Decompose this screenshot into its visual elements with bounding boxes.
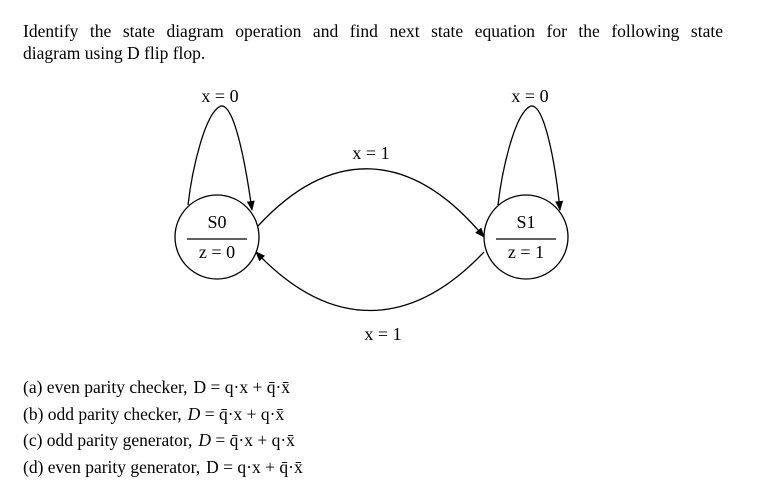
question-line-2: diagram using D flip flop. — [23, 43, 206, 63]
state-s0 — [175, 195, 259, 279]
option-c-equation: D = q̄·x + q·x̄ — [198, 430, 295, 450]
option-c-label: (c) odd parity generator, — [23, 430, 193, 450]
transition-s1-s0-label: x = 1 — [364, 324, 402, 344]
state-s1-circle — [484, 195, 568, 279]
self-loop-s1 — [498, 106, 560, 210]
option-d-equation: D = q·x + q̄·x̄ — [206, 456, 303, 477]
self-loop-s0 — [188, 106, 252, 210]
option-b-label: (b) odd parity checker, — [23, 403, 182, 424]
option-b[interactable] — [23, 401, 303, 428]
transition-s0-s1-label: x = 1 — [352, 143, 390, 163]
self-loop-s0-label: x = 0 — [201, 86, 239, 106]
option-a-label: (a) even parity checker, — [23, 377, 188, 397]
option-d-label: (d) even parity generator, — [23, 456, 201, 477]
state-s0-circle — [175, 195, 259, 279]
option-c[interactable] — [23, 427, 303, 454]
question-line-1: Identify the state diagram operation and find next state equation for the following state — [23, 21, 723, 41]
state-s0-output: z = 0 — [198, 242, 236, 262]
state-s0-name: S0 — [207, 212, 227, 232]
option-a-equation: D = q·x + q̄·x̄ — [193, 377, 291, 397]
transition-s1-s0 — [256, 252, 484, 311]
transition-s0-s1 — [258, 169, 484, 237]
option-b-equation: D = q̄·x + q·x̄ — [187, 403, 285, 424]
option-a[interactable] — [23, 374, 303, 401]
self-loop-s1-label: x = 0 — [511, 86, 549, 106]
state-s1-output: z = 1 — [507, 242, 545, 262]
option-d[interactable] — [23, 454, 303, 481]
state-s1-name: S1 — [516, 212, 536, 232]
state-s1 — [484, 195, 568, 279]
answer-options — [23, 374, 303, 480]
